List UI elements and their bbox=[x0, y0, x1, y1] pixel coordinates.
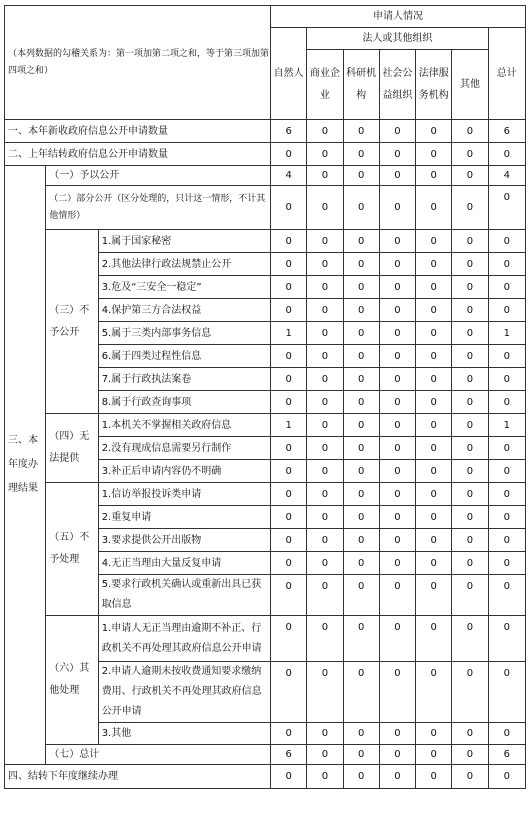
value-cell: 0 bbox=[307, 143, 343, 166]
value-cell: 0 bbox=[452, 345, 488, 368]
table-row bbox=[5, 120, 526, 143]
value-cell: 0 bbox=[379, 120, 415, 143]
value-cell: 0 bbox=[307, 166, 343, 186]
table-row bbox=[5, 745, 526, 765]
row-label: 2.重复申请 bbox=[98, 506, 270, 529]
value-cell: 0 bbox=[307, 253, 343, 276]
value-cell: 0 bbox=[379, 529, 415, 552]
value-cell: 0 bbox=[343, 414, 379, 437]
value-cell: 0 bbox=[271, 299, 307, 322]
value-cell: 4 bbox=[271, 166, 307, 186]
header-research: 科研机构 bbox=[343, 50, 379, 120]
value-cell: 0 bbox=[416, 506, 452, 529]
value-cell: 0 bbox=[307, 662, 343, 723]
value-cell: 0 bbox=[343, 745, 379, 765]
table-row bbox=[5, 186, 526, 230]
value-cell: 0 bbox=[416, 723, 452, 745]
g5-group-label: （五）不予处理 bbox=[46, 483, 98, 616]
value-cell: 0 bbox=[307, 616, 343, 662]
row-label: 2.其他法律行政法规禁止公开 bbox=[98, 253, 270, 276]
value-cell: 0 bbox=[343, 552, 379, 575]
value-cell: 0 bbox=[379, 322, 415, 345]
value-cell: 0 bbox=[416, 186, 452, 230]
value-cell: 0 bbox=[416, 230, 452, 253]
value-cell: 0 bbox=[343, 322, 379, 345]
value-cell: 0 bbox=[343, 120, 379, 143]
value-cell: 0 bbox=[271, 437, 307, 460]
value-cell: 0 bbox=[452, 299, 488, 322]
value-cell: 0 bbox=[271, 276, 307, 299]
row-label: 5.属于三类内部事务信息 bbox=[98, 322, 270, 345]
header-natural-person: 自然人 bbox=[271, 28, 307, 120]
value-cell: 0 bbox=[379, 276, 415, 299]
g3-group-label: （三）不予公开 bbox=[46, 230, 98, 414]
value-cell: 6 bbox=[488, 120, 525, 143]
value-cell: 0 bbox=[271, 575, 307, 616]
value-cell: 0 bbox=[452, 723, 488, 745]
row-label: （七）总计 bbox=[46, 745, 271, 765]
row-label: 3.要求提供公开出版物 bbox=[98, 529, 270, 552]
value-cell: 0 bbox=[452, 483, 488, 506]
value-cell: 0 bbox=[452, 745, 488, 765]
value-cell: 0 bbox=[307, 120, 343, 143]
value-cell: 6 bbox=[271, 120, 307, 143]
value-cell: 0 bbox=[452, 765, 488, 789]
value-cell: 0 bbox=[416, 662, 452, 723]
value-cell: 0 bbox=[452, 662, 488, 723]
value-cell: 0 bbox=[379, 506, 415, 529]
row-label: 3.危及“三安全一稳定” bbox=[98, 276, 270, 299]
value-cell: 0 bbox=[271, 186, 307, 230]
value-cell: 0 bbox=[271, 552, 307, 575]
section3-label: 三、本年度办理结果 bbox=[5, 166, 46, 765]
value-cell: 6 bbox=[488, 745, 525, 765]
header-total: 总计 bbox=[488, 28, 525, 120]
value-cell: 0 bbox=[488, 460, 525, 483]
value-cell: 0 bbox=[307, 483, 343, 506]
row-label: 4.无正当理由大量反复申请 bbox=[98, 552, 270, 575]
row-label: 3.其他 bbox=[98, 723, 270, 745]
value-cell: 0 bbox=[379, 765, 415, 789]
value-cell: 0 bbox=[307, 765, 343, 789]
row-label: 一、本年新收政府信息公开申请数量 bbox=[5, 120, 271, 143]
value-cell: 0 bbox=[343, 575, 379, 616]
header-legal-persons: 法人或其他组织 bbox=[307, 28, 488, 50]
value-cell: 0 bbox=[271, 483, 307, 506]
value-cell: 0 bbox=[379, 414, 415, 437]
value-cell: 0 bbox=[307, 322, 343, 345]
row-label: 四、结转下年度继续办理 bbox=[5, 765, 271, 789]
value-cell: 0 bbox=[416, 616, 452, 662]
value-cell: 0 bbox=[271, 230, 307, 253]
value-cell: 0 bbox=[379, 575, 415, 616]
value-cell: 0 bbox=[307, 186, 343, 230]
value-cell: 0 bbox=[379, 166, 415, 186]
row-label: （一）予以公开 bbox=[46, 166, 271, 186]
value-cell: 0 bbox=[271, 723, 307, 745]
value-cell: 0 bbox=[271, 662, 307, 723]
value-cell: 0 bbox=[307, 414, 343, 437]
value-cell: 0 bbox=[379, 391, 415, 414]
value-cell: 0 bbox=[488, 483, 525, 506]
value-cell: 0 bbox=[488, 299, 525, 322]
value-cell: 0 bbox=[343, 368, 379, 391]
value-cell: 0 bbox=[343, 230, 379, 253]
value-cell: 0 bbox=[416, 552, 452, 575]
table-row bbox=[5, 414, 526, 437]
value-cell: 6 bbox=[271, 745, 307, 765]
row-label: 1.信访举报投诉类申请 bbox=[98, 483, 270, 506]
value-cell: 0 bbox=[307, 276, 343, 299]
value-cell: 0 bbox=[452, 506, 488, 529]
value-cell: 0 bbox=[379, 299, 415, 322]
value-cell: 0 bbox=[379, 460, 415, 483]
value-cell: 0 bbox=[488, 230, 525, 253]
value-cell: 0 bbox=[307, 345, 343, 368]
value-cell: 0 bbox=[416, 483, 452, 506]
statistics-table bbox=[4, 5, 526, 789]
value-cell: 0 bbox=[416, 437, 452, 460]
header-social: 社会公益组织 bbox=[379, 50, 415, 120]
value-cell: 0 bbox=[379, 723, 415, 745]
value-cell: 0 bbox=[271, 253, 307, 276]
value-cell: 0 bbox=[379, 253, 415, 276]
value-cell: 0 bbox=[343, 506, 379, 529]
table-row bbox=[5, 616, 526, 662]
value-cell: 0 bbox=[488, 186, 525, 230]
row-label: 二、上年结转政府信息公开申请数量 bbox=[5, 143, 271, 166]
value-cell: 0 bbox=[307, 745, 343, 765]
value-cell: 0 bbox=[452, 166, 488, 186]
value-cell: 0 bbox=[343, 299, 379, 322]
value-cell: 0 bbox=[307, 552, 343, 575]
value-cell: 0 bbox=[379, 230, 415, 253]
value-cell: 0 bbox=[452, 230, 488, 253]
value-cell: 0 bbox=[488, 437, 525, 460]
value-cell: 4 bbox=[488, 166, 525, 186]
value-cell: 0 bbox=[488, 368, 525, 391]
value-cell: 0 bbox=[452, 276, 488, 299]
header-legal-service: 法律服务机构 bbox=[416, 50, 452, 120]
value-cell: 0 bbox=[488, 529, 525, 552]
value-cell: 0 bbox=[343, 616, 379, 662]
value-cell: 0 bbox=[307, 391, 343, 414]
value-cell: 0 bbox=[307, 506, 343, 529]
value-cell: 0 bbox=[379, 616, 415, 662]
value-cell: 0 bbox=[416, 529, 452, 552]
value-cell: 0 bbox=[416, 299, 452, 322]
row-label: 6.属于四类过程性信息 bbox=[98, 345, 270, 368]
value-cell: 0 bbox=[488, 765, 525, 789]
value-cell: 0 bbox=[379, 143, 415, 166]
value-cell: 0 bbox=[452, 322, 488, 345]
value-cell: 0 bbox=[271, 765, 307, 789]
value-cell: 0 bbox=[343, 529, 379, 552]
table-row bbox=[5, 230, 526, 253]
value-cell: 0 bbox=[452, 120, 488, 143]
value-cell: 0 bbox=[343, 460, 379, 483]
row-label: 1.属于国家秘密 bbox=[98, 230, 270, 253]
value-cell: 1 bbox=[488, 322, 525, 345]
value-cell: 0 bbox=[452, 460, 488, 483]
value-cell: 0 bbox=[416, 345, 452, 368]
value-cell: 0 bbox=[379, 437, 415, 460]
value-cell: 0 bbox=[488, 506, 525, 529]
value-cell: 0 bbox=[416, 745, 452, 765]
value-cell: 0 bbox=[343, 391, 379, 414]
value-cell: 0 bbox=[452, 186, 488, 230]
value-cell: 1 bbox=[488, 414, 525, 437]
g4-group-label: （四）无法提供 bbox=[46, 414, 98, 483]
value-cell: 1 bbox=[271, 414, 307, 437]
value-cell: 0 bbox=[488, 575, 525, 616]
value-cell: 0 bbox=[488, 345, 525, 368]
value-cell: 0 bbox=[343, 723, 379, 745]
value-cell: 0 bbox=[452, 143, 488, 166]
value-cell: 0 bbox=[271, 506, 307, 529]
value-cell: 0 bbox=[452, 368, 488, 391]
value-cell: 0 bbox=[343, 662, 379, 723]
value-cell: 0 bbox=[271, 391, 307, 414]
value-cell: 0 bbox=[307, 460, 343, 483]
value-cell: 0 bbox=[307, 723, 343, 745]
value-cell: 0 bbox=[416, 253, 452, 276]
row-label: 4.保护第三方合法权益 bbox=[98, 299, 270, 322]
value-cell: 0 bbox=[488, 723, 525, 745]
value-cell: 0 bbox=[379, 552, 415, 575]
row-label: 7.属于行政执法案卷 bbox=[98, 368, 270, 391]
table-row bbox=[5, 166, 526, 186]
value-cell: 0 bbox=[488, 662, 525, 723]
value-cell: 0 bbox=[416, 166, 452, 186]
header-other: 其他 bbox=[452, 50, 488, 120]
value-cell: 0 bbox=[343, 483, 379, 506]
row-label: 8.属于行政查询事项 bbox=[98, 391, 270, 414]
value-cell: 0 bbox=[452, 391, 488, 414]
value-cell: 0 bbox=[271, 345, 307, 368]
header-note-cell bbox=[5, 6, 271, 120]
value-cell: 0 bbox=[488, 276, 525, 299]
value-cell: 0 bbox=[488, 253, 525, 276]
value-cell: 0 bbox=[343, 345, 379, 368]
value-cell: 0 bbox=[307, 437, 343, 460]
value-cell: 0 bbox=[271, 616, 307, 662]
g6-group-label: （六）其他处理 bbox=[46, 616, 98, 745]
value-cell: 0 bbox=[452, 253, 488, 276]
value-cell: 0 bbox=[452, 529, 488, 552]
value-cell: 0 bbox=[452, 616, 488, 662]
value-cell: 0 bbox=[307, 230, 343, 253]
value-cell: 0 bbox=[343, 143, 379, 166]
value-cell: 0 bbox=[271, 460, 307, 483]
value-cell: 0 bbox=[307, 575, 343, 616]
value-cell: 0 bbox=[452, 552, 488, 575]
value-cell: 0 bbox=[307, 529, 343, 552]
value-cell: 0 bbox=[343, 437, 379, 460]
value-cell: 0 bbox=[416, 368, 452, 391]
value-cell: 0 bbox=[343, 765, 379, 789]
value-cell: 0 bbox=[343, 166, 379, 186]
header-applicant-status: 申请人情况 bbox=[271, 6, 526, 28]
value-cell: 0 bbox=[488, 552, 525, 575]
value-cell: 0 bbox=[307, 299, 343, 322]
value-cell: 0 bbox=[379, 662, 415, 723]
value-cell: 0 bbox=[416, 765, 452, 789]
value-cell: 0 bbox=[416, 120, 452, 143]
row-label: 1.申请人无正当理由逾期不补正、行政机关不再处理其政府信息公开申请 bbox=[98, 616, 270, 662]
value-cell: 0 bbox=[488, 616, 525, 662]
value-cell: 0 bbox=[488, 143, 525, 166]
row-label: 2.没有现成信息需要另行制作 bbox=[98, 437, 270, 460]
header-note: （本列数据的勾稽关系为：第一项加第二项之和，等于第三项加第四项之和） bbox=[8, 48, 270, 76]
row-label: 3.补正后申请内容仍不明确 bbox=[98, 460, 270, 483]
value-cell: 0 bbox=[379, 483, 415, 506]
value-cell: 0 bbox=[416, 460, 452, 483]
value-cell: 0 bbox=[379, 745, 415, 765]
value-cell: 0 bbox=[452, 414, 488, 437]
header-commercial: 商业企业 bbox=[307, 50, 343, 120]
value-cell: 0 bbox=[271, 368, 307, 391]
value-cell: 0 bbox=[416, 391, 452, 414]
value-cell: 1 bbox=[271, 322, 307, 345]
value-cell: 0 bbox=[488, 391, 525, 414]
value-cell: 0 bbox=[416, 276, 452, 299]
value-cell: 0 bbox=[343, 186, 379, 230]
value-cell: 0 bbox=[452, 437, 488, 460]
table-row bbox=[5, 765, 526, 789]
row-label: 2.申请人逾期未按收费通知要求缴纳费用、行政机关不再处理其政府信息公开申请 bbox=[98, 662, 270, 723]
value-cell: 0 bbox=[343, 253, 379, 276]
value-cell: 0 bbox=[343, 276, 379, 299]
value-cell: 0 bbox=[379, 368, 415, 391]
value-cell: 0 bbox=[416, 575, 452, 616]
value-cell: 0 bbox=[271, 143, 307, 166]
row-label: 5.要求行政机关确认或重新出具已获取信息 bbox=[98, 575, 270, 616]
row-label: 1.本机关不掌握相关政府信息 bbox=[98, 414, 270, 437]
value-cell: 0 bbox=[452, 575, 488, 616]
row-label: （二）部分公开（区分处理的，只计这一情形，不计其他情形） bbox=[46, 186, 271, 230]
table-row bbox=[5, 143, 526, 166]
value-cell: 0 bbox=[271, 529, 307, 552]
value-cell: 0 bbox=[307, 368, 343, 391]
value-cell: 0 bbox=[416, 322, 452, 345]
value-cell: 0 bbox=[379, 186, 415, 230]
value-cell: 0 bbox=[379, 345, 415, 368]
value-cell: 0 bbox=[416, 414, 452, 437]
table-row bbox=[5, 483, 526, 506]
value-cell: 0 bbox=[416, 143, 452, 166]
